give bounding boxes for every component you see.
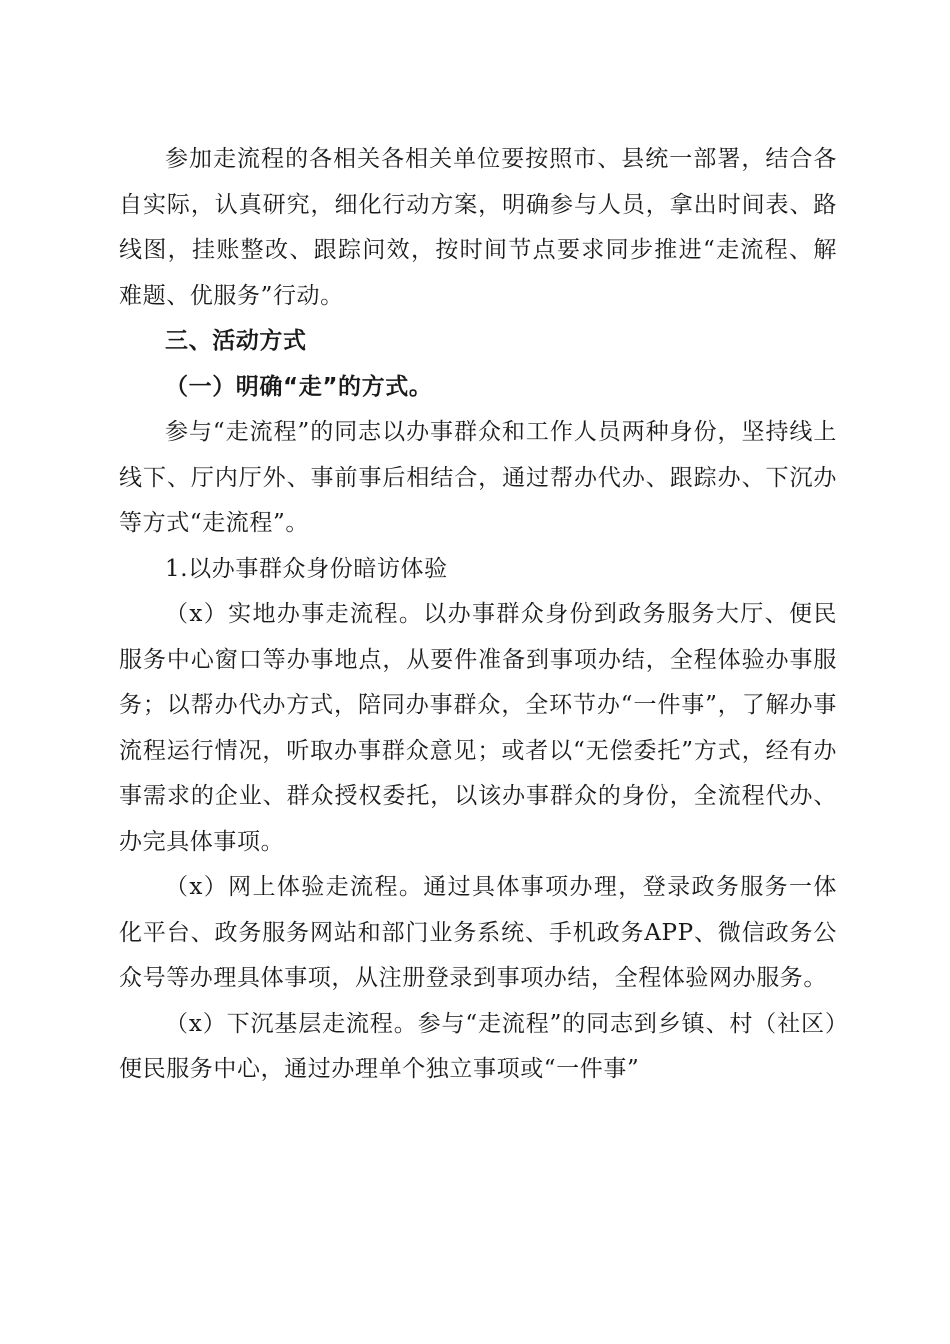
section-heading: 三、活动方式 (165, 328, 307, 354)
list-item-heading: 1.以办事群众身份暗访体验 (165, 555, 448, 582)
subsection-heading: （一）明确“走”的方式。 (165, 373, 433, 400)
paragraph-online: （x）网上体验走流程。通过具体事项办理，登录政务服务一体化平台、政务服务网站和部门业务系统、手机政务APP、微信政务公众号等办理具体事项，从注册登录到事项办结，全程体验网办服务。 (119, 874, 837, 991)
paragraph-grassroots: （x）下沉基层走流程。参与“走流程”的同志到乡镇、村（社区）便民服务中心，通过办理单个独立事项或“一件事” (119, 1010, 837, 1082)
document-body (119, 137, 837, 1093)
paragraph-onsite: （x）实地办事走流程。以办事群众身份到政务服务大厅、便民服务中心窗口等办事地点，从要件准备到事项办结，全程体验办事服务；以帮办代办方式，陪同办事群众，全环节办“一件事”，了解办事流程运行情况，听取办事群众意见；或者以“无偿委托”方式，经有办事需求的企业、群众授权委托，以该办事群众的身份，全流程代办、办完具体事项。 (119, 601, 837, 855)
paragraph-intro: 参加走流程的各相关各相关单位要按照市、县统一部署，结合各自实际，认真研究，细化行动方案，明确参与人员，拿出时间表、路线图，挂账整改、跟踪问效，按时间节点要求同步推进“走流程、解难题、优服务”行动。 (119, 146, 837, 309)
paragraph-method: 参与“走流程”的同志以办事群众和工作人员两种身份，坚持线上线下、厅内厅外、事前事后相结合，通过帮办代办、跟踪办、下沉办等方式“走流程”。 (119, 419, 837, 536)
